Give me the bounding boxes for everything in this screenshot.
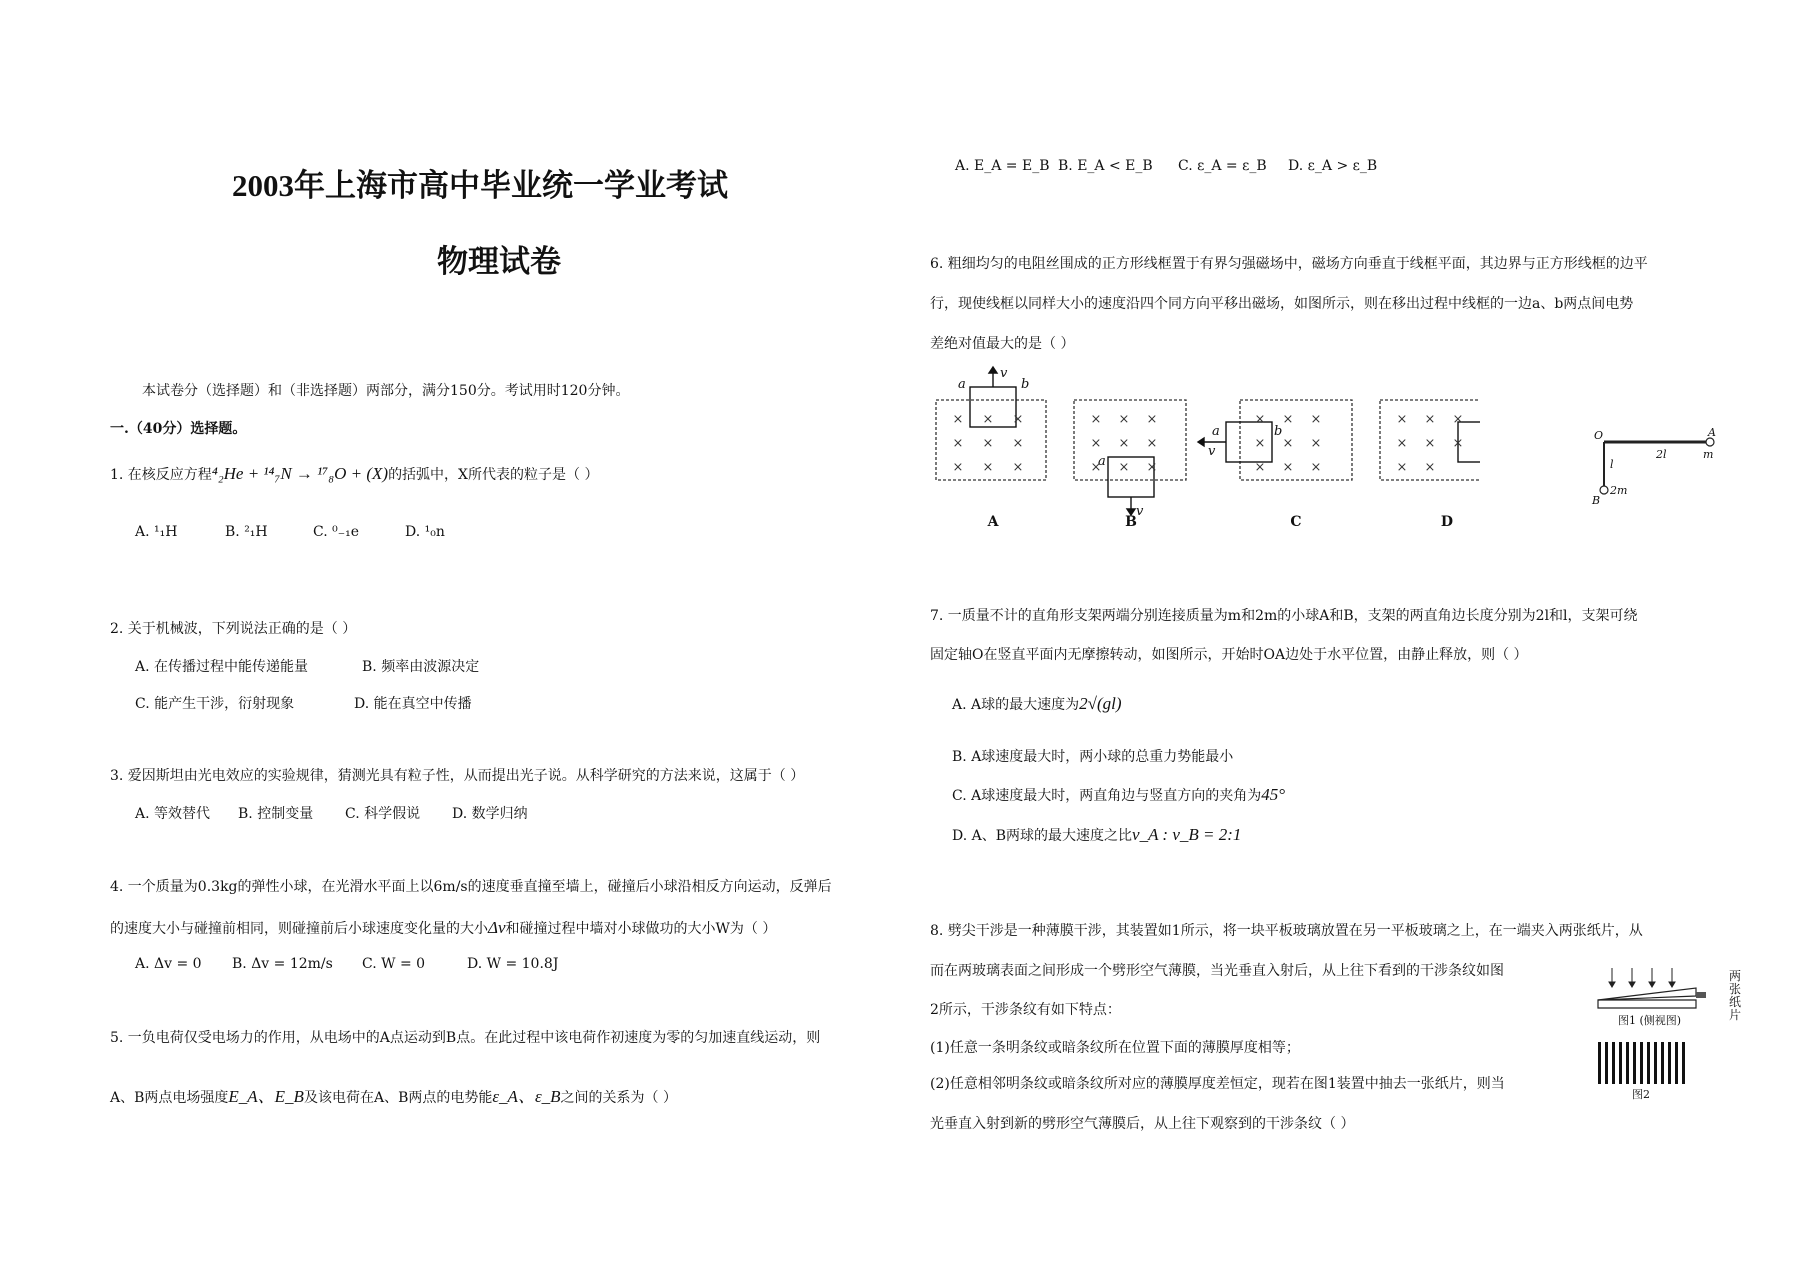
q7-option-c[interactable] [952, 785, 1285, 805]
q5-option-b[interactable]: B. E_A < E_B [1058, 158, 1153, 174]
svg-text:×: × [1012, 436, 1024, 451]
q5-line-2 [110, 1087, 677, 1108]
q1-option-c[interactable]: C. ⁰₋₁e [313, 524, 360, 540]
svg-text:×: × [1090, 460, 1102, 475]
q5-option-d[interactable]: D. ε_A > ε_B [1288, 158, 1378, 174]
q8-line-2: 而在两玻璃表面之间形成一个劈形空气薄膜，当光垂直入射后，从上往下看到的干涉条纹如图 [930, 963, 1504, 979]
q5-energy-symbols: ε_A、ε_B [492, 1087, 561, 1106]
q8-line-5: (2)任意相邻明条纹或暗条纹所对应的薄膜厚度差恒定，现若在图1装置中抽去一张纸片，则当 [930, 1076, 1505, 1092]
q8-line-1: 8. 劈尖干涉是一种薄膜干涉，其装置如1所示，将一块平板玻璃放置在另一平板玻璃之上，在一端夹入两张纸片，从 [930, 923, 1643, 939]
svg-text:×: × [1282, 460, 1294, 475]
fig7-2m: 2m [1610, 484, 1628, 497]
q4-option-b[interactable]: B. Δv = 12m/s [232, 956, 333, 972]
q5-line2-b: 及该电荷在A、B两点的电势能 [303, 1090, 493, 1106]
q3-option-a[interactable]: A. 等效替代 [135, 806, 211, 822]
svg-text:×: × [1282, 436, 1294, 451]
q5-option-c[interactable]: C. ε_A = ε_B [1178, 158, 1267, 174]
q7-option-a-text: A. A球的最大速度为 [952, 697, 1080, 713]
q2-option-b[interactable]: B. 频率由波源决定 [362, 659, 480, 675]
svg-text:×: × [1452, 436, 1464, 451]
fig7-o: O [1594, 429, 1604, 442]
svg-text:×: × [1310, 412, 1322, 427]
page-title: 2003年上海市高中毕业统一学业考试 [232, 168, 728, 203]
q5-line2-a: A、B两点电场强度 [110, 1090, 229, 1106]
q5-line-1: 5. 一负电荷仅受电场力的作用，从电场中的A点运动到B点。在此过程中该电荷作初速度为零的匀加速直线运动，则 [110, 1030, 821, 1046]
q7-figure [1590, 428, 1720, 508]
q8-figure-1 [1596, 966, 1746, 1028]
fig7-2l: 2l [1656, 448, 1667, 461]
q7-option-d-ratio: v_A : v_B = 2:1 [1132, 825, 1242, 844]
svg-text:×: × [1254, 412, 1266, 427]
q7-option-c-text: C. A球速度最大时，两直角边与竖直方向的夹角为 [952, 788, 1262, 804]
fig7-a: A [1708, 428, 1716, 439]
svg-text:×: × [1452, 412, 1464, 427]
fig-b-velocity: v [1136, 504, 1144, 519]
q8-line-3: 2所示，干涉条纹有如下特点： [930, 1002, 1121, 1018]
q8-line-4: (1)任意一条明条纹或暗条纹所在位置下面的薄膜厚度相等； [930, 1040, 1300, 1056]
q5-option-a[interactable]: A. E_A = E_B [955, 158, 1050, 174]
q6-line-3: 差绝对值最大的是（ ） [930, 336, 1075, 352]
svg-text:×: × [1146, 412, 1158, 427]
svg-text:×: × [1396, 460, 1408, 475]
fig-a-point-b: b [1021, 377, 1030, 392]
q1-option-a[interactable]: A. ¹₁H [135, 524, 178, 540]
q8-line-6: 光垂直入射到新的劈形空气薄膜后，从上往下观察到的干涉条纹（ ） [930, 1116, 1355, 1132]
q2-stem: 2. 关于机械波，下列说法正确的是（ ） [110, 621, 357, 637]
intro-text: 本试卷分（选择题）和（非选择题）两部分，满分150分。考试用时120分钟。 [142, 383, 630, 399]
q7-option-a-formula: 2√(gl) [1079, 694, 1122, 713]
svg-text:×: × [1118, 460, 1130, 475]
svg-text:×: × [1424, 412, 1436, 427]
q1-stem-after: 的括弧中，X所代表的粒子是（ ） [388, 467, 599, 483]
fig-label-b: B [1125, 514, 1137, 530]
q8-fig1-caption: 图1 (侧视图) [1618, 1014, 1682, 1027]
q1-stem [110, 464, 598, 485]
q4-option-d[interactable]: D. W = 10.8J [467, 956, 559, 972]
fig7-m: m [1703, 448, 1714, 461]
q1-option-b[interactable]: B. ²₁H [225, 524, 268, 540]
q8-fig2-caption: 图2 [1632, 1088, 1650, 1101]
svg-text:×: × [1146, 460, 1158, 475]
q8-paper-label: 两张纸片 [1729, 969, 1742, 1022]
q3-option-b[interactable]: B. 控制变量 [238, 806, 314, 822]
svg-text:×: × [982, 412, 994, 427]
svg-text:×: × [952, 412, 964, 427]
q4-line2-after: 和碰撞过程中墙对小球做功的大小W为（ ） [505, 921, 777, 937]
q3-stem: 3. 爱因斯坦由光电效应的实验规律，猜测光具有粒子性，从而提出光子说。从科学研究的方法来说，这属于（ ） [110, 768, 805, 784]
svg-text:×: × [1118, 412, 1130, 427]
q7-option-a[interactable] [952, 694, 1122, 714]
q6-line-2: 行，现使线框以同样大小的速度沿四个同方向平移出磁场，如图所示，则在移出过程中线框的一边a、b两点间电势 [930, 296, 1634, 312]
q5-field-symbols: E_A、E_B [228, 1087, 304, 1106]
page-subtitle: 物理试卷 [437, 244, 561, 280]
q1-stem-before: 1. 在核反应方程 [110, 467, 212, 483]
fig-c-velocity: v [1208, 444, 1216, 459]
fig-label-a: A [987, 514, 999, 530]
svg-text:×: × [1090, 412, 1102, 427]
svg-text:×: × [1118, 436, 1130, 451]
fig7-l: l [1610, 458, 1614, 471]
q4-line2-before: 的速度大小与碰撞前相同，则碰撞前后小球速度变化量的大小 [110, 921, 488, 937]
svg-text:×: × [1310, 460, 1322, 475]
q5-line2-c: 之间的关系为（ ） [560, 1090, 677, 1106]
fig-label-d: D [1440, 514, 1454, 530]
q6-figure [930, 365, 1480, 540]
svg-text:×: × [952, 460, 964, 475]
q2-option-d[interactable]: D. 能在真空中传播 [354, 696, 472, 712]
q4-option-c[interactable]: C. W = 0 [362, 956, 426, 972]
section-heading: 一.（40分）选择题。 [110, 421, 247, 437]
q7-line-1: 7. 一质量不计的直角形支架两端分别连接质量为m和2m的小球A和B，支架的两直角边长度分别为2l和l，支架可绕 [930, 608, 1638, 624]
q4-line-1: 4. 一个质量为0.3kg的弹性小球，在光滑水平面上以6m/s的速度垂直撞至墙上，碰撞后小球沿相反方向运动，反弹后 [110, 879, 832, 895]
fig-b-point-a: a [1098, 454, 1106, 469]
svg-text:×: × [952, 436, 964, 451]
q4-line-2 [110, 918, 776, 939]
fig-a-velocity: v [1000, 366, 1008, 381]
svg-text:×: × [1310, 436, 1322, 451]
svg-text:×: × [982, 460, 994, 475]
svg-text:×: × [1146, 436, 1158, 451]
q4-option-a[interactable]: A. Δv = 0 [135, 956, 202, 972]
svg-text:×: × [1396, 412, 1408, 427]
fig-c-point-b: b [1274, 424, 1283, 439]
q2-option-a[interactable]: A. 在传播过程中能传递能量 [135, 659, 309, 675]
svg-text:×: × [1254, 436, 1266, 451]
svg-text:×: × [1396, 436, 1408, 451]
svg-text:×: × [1012, 460, 1024, 475]
q7-option-d-text: D. A、B两球的最大速度之比 [952, 828, 1133, 844]
svg-text:×: × [1282, 412, 1294, 427]
q1-option-d[interactable]: D. ¹₀n [405, 524, 445, 540]
svg-text:×: × [1012, 412, 1024, 427]
fig-a-point-a: a [958, 377, 966, 392]
q8-figure-2 [1596, 1040, 1696, 1102]
fig-c-point-a: a [1212, 424, 1220, 439]
fig-label-c: C [1290, 514, 1302, 530]
q3-option-c[interactable]: C. 科学假说 [345, 806, 421, 822]
q4-delta-v: Δv [488, 918, 506, 937]
fig7-b: B [1592, 494, 1601, 507]
q7-option-c-angle: 45° [1261, 785, 1286, 804]
svg-text:×: × [1254, 460, 1266, 475]
q3-option-d[interactable]: D. 数学归纳 [452, 806, 528, 822]
svg-text:×: × [982, 436, 994, 451]
svg-text:×: × [1424, 436, 1436, 451]
q2-option-c[interactable]: C. 能产生干涉，衍射现象 [135, 696, 295, 712]
svg-text:×: × [1090, 436, 1102, 451]
q7-line-2: 固定轴O在竖直平面内无摩擦转动，如图所示，开始时OA边处于水平位置，由静止释放，则（ ） [930, 647, 1528, 663]
q6-line-1: 6. 粗细均匀的电阻丝围成的正方形线框置于有界匀强磁场中，磁场方向垂直于线框平面，其边界与正方形线框的边平 [930, 256, 1648, 272]
svg-text:×: × [1424, 460, 1436, 475]
q1-formula: ⁴₂He + ¹⁴₇N → ¹⁷₈O + (X) [211, 464, 389, 483]
q7-option-d[interactable] [952, 825, 1241, 845]
q7-option-b[interactable]: B. A球速度最大时，两小球的总重力势能最小 [952, 749, 1234, 765]
